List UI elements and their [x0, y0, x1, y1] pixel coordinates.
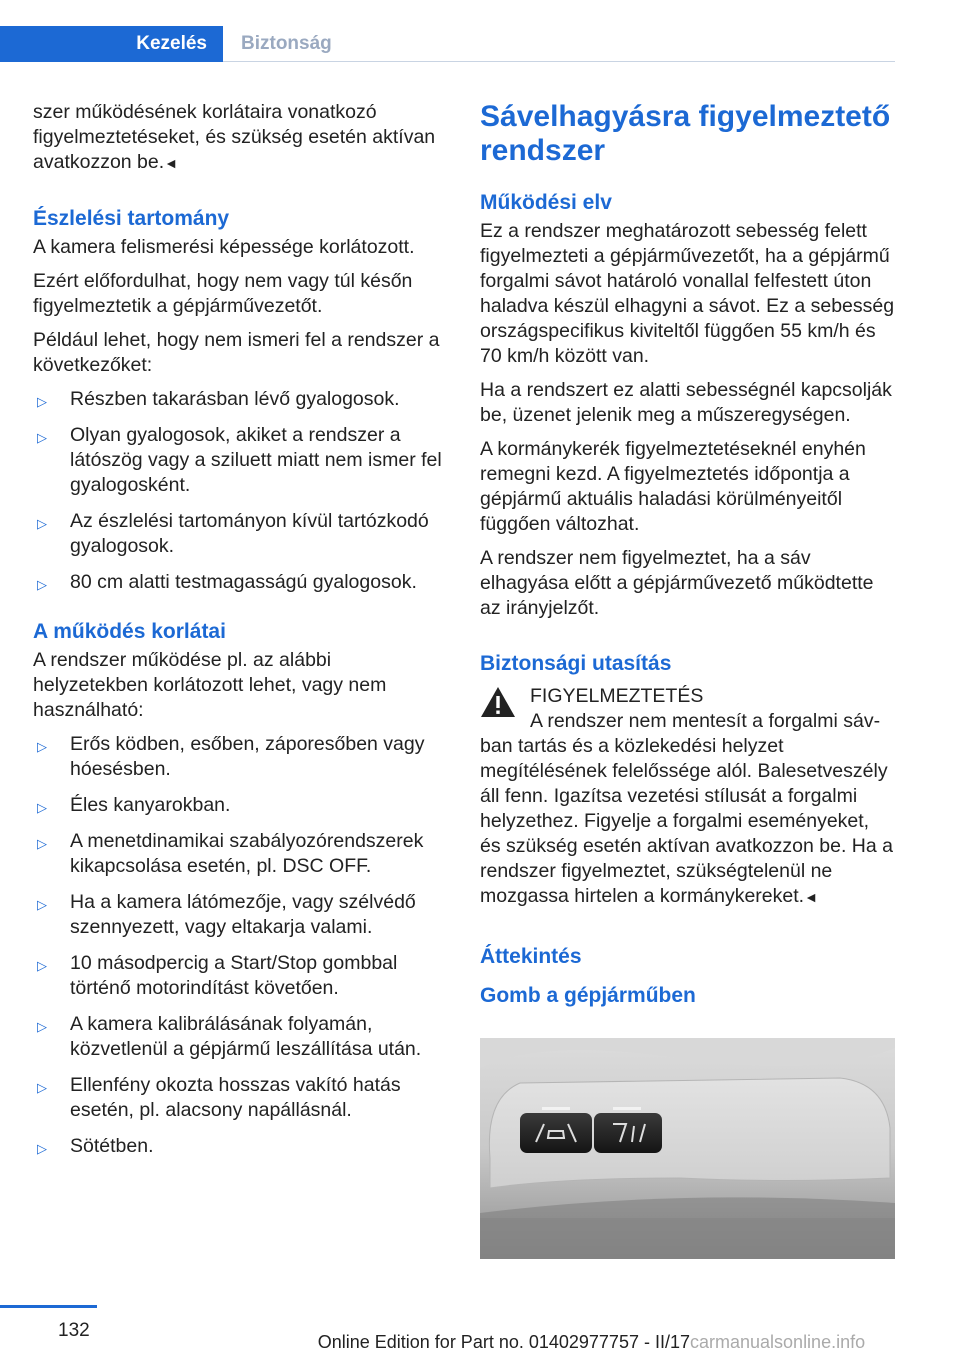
- vehicle-button-photo: [480, 1038, 895, 1259]
- page-number: 132: [58, 1320, 90, 1341]
- collision-warning-button[interactable]: [594, 1113, 662, 1153]
- intro-paragraph: szer működésének korlátaira vonatkozó figyelmeztetéseket, és szükség esetén aktívan avatkozzon be.◄: [33, 101, 436, 173]
- list-item: ▷ Sötétben.: [33, 1134, 445, 1159]
- principle-p2: Ha a rendszert ez alatti sebességnél kapcsolják be, üzenet jelenik meg a műszeregységen.: [480, 379, 892, 426]
- limits-list: [33, 732, 445, 1159]
- page-title: Sávelhagyásra figyelmeztető rendszer: [480, 100, 891, 167]
- section-title-limits: A működés korlátai: [33, 620, 226, 643]
- header-rule: [223, 61, 895, 62]
- header-tabs: [0, 0, 895, 62]
- bullet-triangle-icon: ▷: [37, 836, 47, 851]
- subsection-title-button: Gomb a gépjárműben: [480, 984, 696, 1007]
- detection-list: [33, 387, 445, 595]
- bullet-triangle-icon: ▷: [37, 516, 47, 531]
- list-item: ▷ 10 másodpercig a Start/Stop gombbal történő motorindítást követően.: [37, 952, 398, 999]
- bullet-triangle-icon: ▷: [37, 577, 47, 592]
- edition-text: Online Edition for Part no. 01402977757 - II/17: [317, 1332, 690, 1352]
- warning-block: [480, 684, 895, 910]
- section-title-detection-range: Észlelési tartomány: [33, 207, 230, 230]
- bullet-triangle-icon: ▷: [37, 1019, 47, 1034]
- lane-departure-button[interactable]: [520, 1113, 592, 1153]
- list-item: ▷ Erős ködben, esőben, záporesőben vagy hóesésben.: [37, 733, 425, 780]
- list-item: ▷ A kamera kalibrálásának folyamán, közvetlenül a gépjármű leszállítása után.: [37, 1013, 422, 1060]
- end-mark-icon: ◄: [804, 889, 818, 905]
- section-title-principle: Működési elv: [480, 191, 612, 214]
- footer-rule: [0, 1305, 97, 1308]
- tab-biztonsag[interactable]: [223, 26, 332, 62]
- list-item: ▷ Az észlelési tartományon kívül tartózkodó gyalogosok.: [37, 510, 429, 557]
- end-mark-icon: ◄: [164, 155, 179, 171]
- principle-p1: Ez a rendszer meghatározott sebesség felett figyelmezteti a gépjárművezetőt, ha a gépjármű forgalmi sávot határoló vonallal felfestett úton haladva készül elhagyni a sávot. Ez a sebesség országspecifikus kiviteltől függően 55 km/h és 70 km/h között van.: [480, 220, 895, 367]
- list-item: ▷ Ellenfény okozta hosszas vakító hatás esetén, pl. alacsony napállásnál.: [37, 1074, 401, 1121]
- bullet-triangle-icon: ▷: [37, 1080, 47, 1095]
- tab-biztonsag-label: Biztonság: [241, 33, 332, 54]
- bullet-triangle-icon: ▷: [37, 430, 47, 445]
- left-column: [33, 100, 445, 1170]
- warning-text: ban tartás és a közlekedési helyzet megítélésének felelőssége alól. Balesetveszély áll fenn. Igazítsa vezetési stílusát a forgalmi helyzethez. Figyelje a forgalmi eseményeket, és szükség esetén aktívan avatkozzon be. Ha a rendszer figyelmeztet, szükségtelenül ne mozgassa hirtelen a kormánykereket.◄: [480, 735, 893, 907]
- section-title-overview: Áttekintés: [480, 945, 582, 968]
- list-item: ▷ A menetdinamikai szabályozórendszerek kikapcsolása esetén, pl. DSC OFF.: [37, 830, 424, 877]
- bullet-triangle-icon: ▷: [37, 739, 47, 754]
- bullet-triangle-icon: ▷: [37, 800, 47, 815]
- tab-kezeles[interactable]: [0, 26, 223, 62]
- limits-p1: A rendszer működése pl. az alábbi helyzetekben korlátozott lehet, vagy nem használható:: [33, 649, 387, 721]
- warning-text-first: A rendszer nem mentesít a forgalmi sáv-: [530, 710, 881, 732]
- right-column: [480, 100, 895, 1024]
- principle-p4: A rendszer nem figyelmeztet, ha a sáv elhagyása előtt a gépjárművezető működtette az irányjelzőt.: [480, 547, 874, 619]
- list-item: ▷ Részben takarásban lévő gyalogosok.: [33, 387, 445, 412]
- watermark: carmanualsonline.info: [690, 1332, 866, 1352]
- bullet-triangle-icon: ▷: [37, 394, 47, 409]
- bullet-triangle-icon: ▷: [37, 897, 47, 912]
- bullet-triangle-icon: ▷: [37, 958, 47, 973]
- button-panel-image: [480, 1038, 895, 1259]
- warning-label: FIGYELMEZTETÉS: [530, 685, 704, 707]
- tab-kezeles-label: Kezelés: [136, 33, 207, 54]
- principle-p3: A kormánykerék figyelmeztetéseknél enyhén remegni kezd. A figyelmeztetés időpontja a gépjármű aktuális haladási körülményeitől függően változhat.: [480, 438, 866, 535]
- list-item: ▷ Ha a kamera látómezője, vagy szélvédő szennyezett, vagy eltakarja valami.: [37, 891, 416, 938]
- detection-p2: Ezért előfordulhat, hogy nem vagy túl későn figyelmeztetik a gépjárművezetőt.: [33, 270, 413, 317]
- section-title-safety: Biztonsági utasítás: [480, 652, 672, 675]
- list-item: ▷ Éles kanyarokban.: [33, 793, 445, 818]
- list-item: ▷ Olyan gyalogosok, akiket a rendszer a látószög vagy a sziluett miatt nem ismer fel gyalogosként.: [37, 424, 442, 496]
- bullet-triangle-icon: ▷: [37, 1141, 47, 1156]
- warning-triangle-icon: [480, 686, 516, 718]
- list-item: ▷ 80 cm alatti testmagasságú gyalogosok.: [33, 570, 445, 595]
- detection-p3: Például lehet, hogy nem ismeri fel a rendszer a következőket:: [33, 329, 440, 376]
- detection-p1: A kamera felismerési képessége korlátozott.: [33, 236, 415, 258]
